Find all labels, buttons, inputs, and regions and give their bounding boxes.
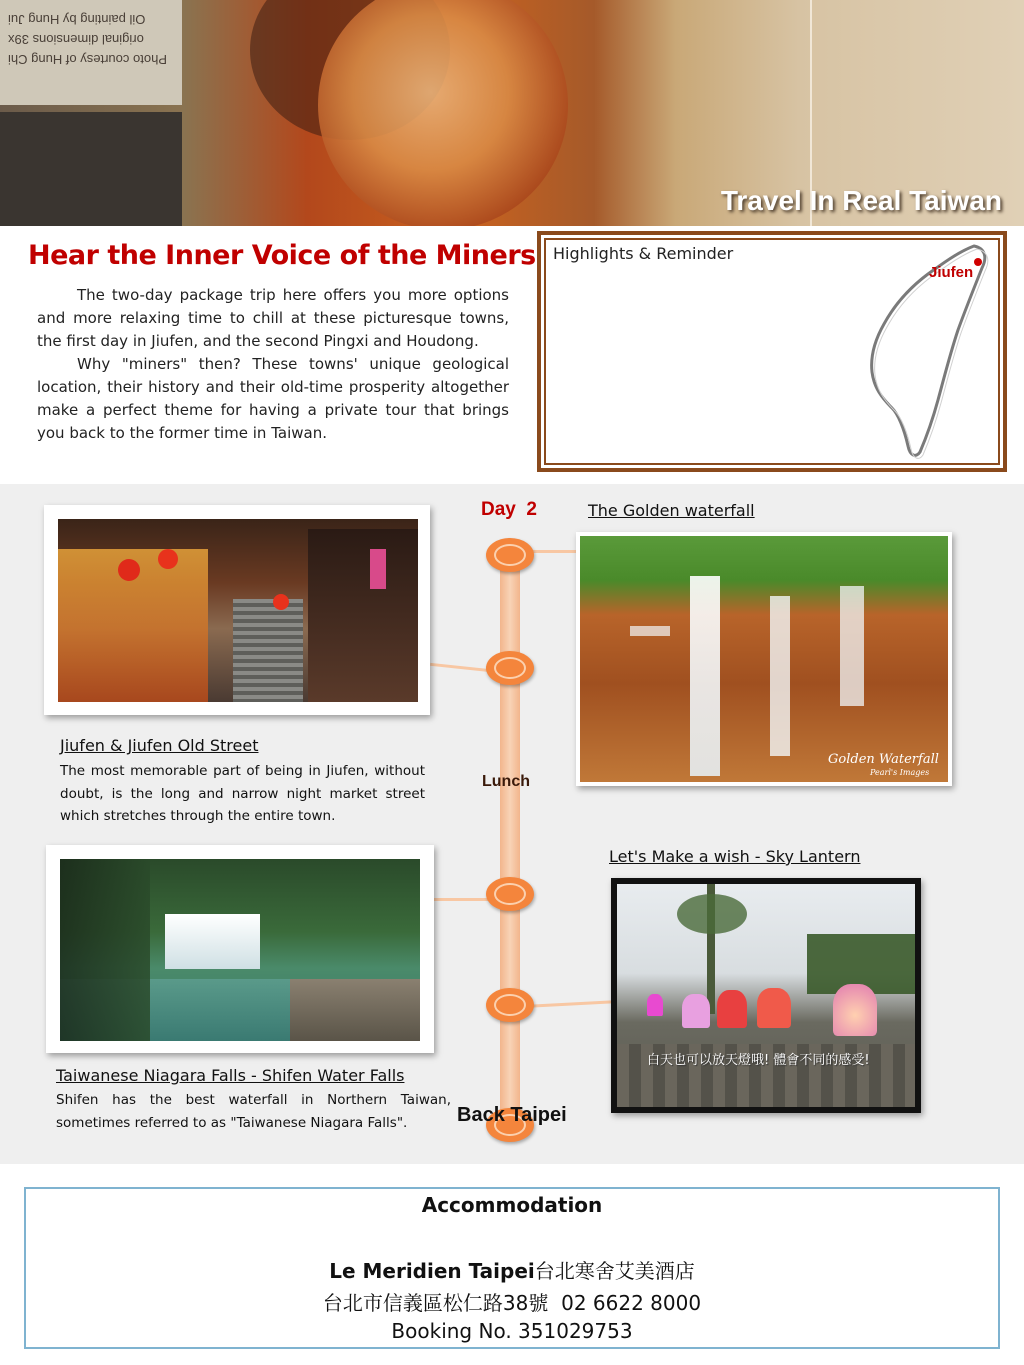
lunch-label: Lunch [482,773,530,790]
photo-caption: 白天也可以放天燈哦! 體會不同的感受! [647,1053,870,1068]
intro-paragraph: The two-day package trip here offers you more options and more relaxing time to chill at these picturesque towns, the first day in Jiufen, and the second Pingxi and Houdong. [37,286,509,350]
hotel-name-en: Le Meridien Taipei [329,1259,535,1283]
timeline-node [486,651,534,685]
back-taipei-label: Back Taipei [457,1104,567,1126]
banner-dark-photo [0,112,182,226]
sky-lantern-photo [617,884,915,1107]
caption-title: Taiwanese Niagara Falls - Shifen Water Falls [56,1066,405,1085]
timeline-node [486,538,534,572]
intro-heading: Hear the Inner Voice of the Miners [28,240,536,271]
intro-body [37,284,509,445]
accommodation-box [24,1187,1000,1349]
photo-watermark: Golden Waterfall [828,752,939,767]
photo-frame-shifen [46,845,434,1053]
address-number: 38 [502,1291,529,1315]
timeline-node [486,988,534,1022]
highlights-title: Highlights & Reminder [553,244,734,263]
banner-panel-text: Photo courtesy of Hung Chi [8,52,167,67]
banner-panel-text: original dimensions 39x [8,32,144,47]
day-label: Day 2 [481,499,537,520]
hotel-address [26,1287,998,1316]
map-label-jiufen: Jiufen [929,264,974,281]
photo-frame-jiufen [44,505,430,715]
photo-frame-sky-lantern [611,878,921,1113]
photo-frame-golden-waterfall [576,532,952,786]
banner-panel-text: Oil painting by Hung Jui [8,12,146,27]
hotel-name-zh: 台北寒舍艾美酒店 [534,1259,695,1283]
jiufen-old-street-photo [58,519,418,702]
caption-title: Let's Make a wish - Sky Lantern [609,847,861,866]
timeline-bar [500,540,520,1140]
hotel-name [26,1255,998,1284]
intro-paragraph: Why "miners" then? These towns' unique geological location, their history and their old-time prosperity altogether make a perfect theme for having a private tour that brings you back to the former time in Taiwan. [37,355,509,442]
photo-watermark-sub: Pearl's Images [870,768,930,777]
banner-painting-face [318,0,568,226]
caption-body: Shifen has the best waterfall in Northern Taiwan, sometimes referred to as "Taiwanese Niagara Falls". [56,1092,451,1131]
banner-title: Travel In Real Taiwan [720,185,1002,216]
caption-title: The Golden waterfall [588,501,755,520]
timeline-node [486,877,534,911]
caption-title: Jiufen & Jiufen Old Street [60,736,259,755]
hotel-phone: 02 6622 8000 [561,1291,702,1315]
shifen-waterfall-photo [60,859,420,1041]
accommodation-heading: Accommodation [421,1193,603,1217]
caption-body: The most memorable part of being in Jiufen, without doubt, is the long and narrow night market street which stretches through the entire town. [60,763,425,824]
jiufen-location-marker [974,258,982,266]
booking-number: Booking No. 351029753 [391,1319,633,1343]
address-suffix: 號 [528,1291,549,1315]
golden-waterfall-photo [580,536,948,782]
address-street: 台北市信義區松仁路 [322,1291,503,1315]
